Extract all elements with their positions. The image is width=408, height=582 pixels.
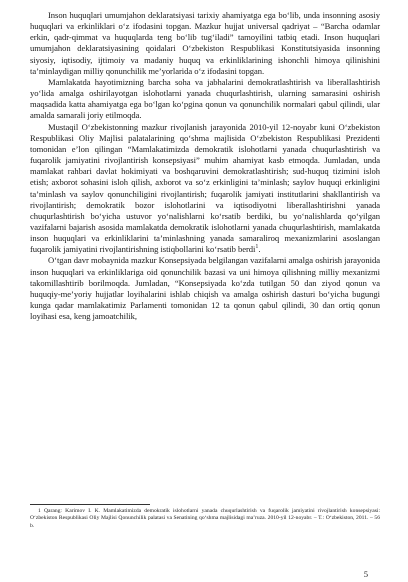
paragraph-1: Inson huquqlari umumjahon deklaratsiyasi tarixiy ahamiyatga ega bo‘lib, unda insonning asosiy huquqlari va erkinliklari o‘z ifodasini topgan. Mazkur hujjat universal qadriyat – “Barcha odamlar erkin, qadr-qimmat va huquqlarda teng bo‘lib tug‘iladi” tamoyilini tatbiq etadi. Inson huquqlari umumjahon deklaratsiyasining qoidalari O‘zbekiston Respublikasi Konstitutsiyasida insonning siyosiy, iqtisodiy, ijtimoiy va madaniy huquq va erkinliklarining ishonchli himoya qilinishini ta’minlaydigan milliy qonunchilik me’yorlarida o‘z ifodasini topgan. bbox=[30, 10, 380, 76]
footnote-reference[interactable]: 1 bbox=[255, 244, 259, 251]
paragraph-2: Mamlakatda hayotimizning barcha soha va jabhalarini demokratlashtirish va liberallashtirish yo‘lida amalga oshirilayotgan islohotlarni yanada chuqurlashtirish, ularning samarasini oshirish maqsadida katta ahamiyatga ega bo‘lgan ko‘pgina qonun va qonunchilik normalari qabul qilindi, ular amalda samarali joriy etilmoqda. bbox=[30, 76, 380, 121]
page-number: 5 bbox=[363, 569, 368, 579]
document-page bbox=[30, 10, 380, 579]
paragraph-3-text: Mustaqil O‘zbekistonning mazkur rivojlanish jarayonida 2010-yil 12-noyabr kuni O‘zbekiston Respublikasi Oliy Majlisi palatalarining qo‘shma majlisida O‘zbekiston Respublikasi Prezidenti tomonidan e’lon qilingan “Mamlakatimizda demokratik islohotlarni yanada chuqurlashtirish va fuqarolik jamiyatini rivojlantirish konsepsiyasi” muhim ahamiyat kasb etmoqda. Jumladan, unda mamlakat rahbari davlat hokimiyati va boshqaruvini demokratlashtirish; sud-huquq tizimini isloh etish; axborot sohasini isloh qilish, axborot va so‘z erkinligini ta’minlash; saylov huquqi erkinligini ta’minlash va saylov qonunchiligini rivojlantirish; fuqarolik jamiyati institutlarini shakllantirish va rivojlantirish; demokratik bozor islohotlarini va iqtisodiyotni liberallashtirishni yanada chuqurlashtirish bo‘yicha ustuvor yo‘nalishlarni ko‘rsatib berdiki, bu yo‘nalishlarda qo‘yilgan vazifalarni bajarish asosida mamlakatda demokratik islohotlarni yanada chuqurlashtirish, mamlakatda inson huquqlari va erkinliklarini ta’minlashning yanada samaraliroq mexanizmlarini asoslangan fuqarolik jamiyatini rivojlantirishning istiqbollarini ko‘rsatib berdi bbox=[30, 121, 380, 255]
footnote: 1 Qarang: Karimov I. K. Mamlakatimizda demokratik islohotlarni yanada chuqurlashtirish va fuqarolik jamiyatini rivojlantirish konsepsiyasi: O‘zbekiston Respublikasi Oliy Majlisi Qonunchilik palatasi va Senatining qo‘shma majlisidagi ma’ruza. 2010-yil 12-noyabr. – T.: O‘zbekiston, 2011. – 56 b. bbox=[30, 508, 380, 529]
paragraph-3: Mustaqil O‘zbekistonning mazkur rivojlanish jarayonida 2010-yil 12-noyabr kuni O‘zbekiston Respublikasi Oliy Majlisi palatalarining qo‘shma majlisida O‘zbekiston Respublikasi Prezidenti tomonidan e’lon qilingan “Mamlakatimizda demokratik islohotlarni yanada chuqurlashtirish va fuqarolik jamiyatini rivojlantirish konsepsiyasi” muhim ahamiyat kasb etmoqda. Jumladan, unda mamlakat rahbari davlat hokimiyati va boshqaruvini demokratlashtirish; sud-huquq tizimini isloh etish; axborot sohasini isloh qilish, axborot va so‘z erkinligini ta’minlash; saylov huquqi erkinligini ta’minlash va saylov qonunchiligini rivojlantirish; fuqarolik jamiyati institutlarini shakllantirish va rivojlantirish; demokratik bozor islohotlarini va iqtisodiyotni liberallashtirishni yanada chuqurlashtirish bo‘yicha ustuvor yo‘nalishlarni ko‘rsatib berdiki, bu yo‘nalishlarda qo‘yilgan vazifalarni bajarish asosida mamlakatda demokratik islohotlarni yanada chuqurlashtirish, mamlakatda inson huquqlari va erkinliklarini ta’minlashning yanada samaraliroq mexanizmlarini asoslangan fuqarolik jamiyatini rivojlantirishning istiqbollarini ko‘rsatib berdi$^1$. bbox=[30, 121, 380, 255]
footnote-divider bbox=[30, 504, 150, 505]
body-text bbox=[30, 10, 380, 322]
paragraph-4: O‘tgan davr mobaynida mazkur Konsepsiyada belgilangan vazifalarni amalga oshirish jarayonida inson huquqlari va erkinliklariga oid qonunchilik bazasi va uni himoya qilishning milliy mexanizmi takomillashtirib borilmoqda. Jumladan, “Konsepsiyada ko‘zda tutilgan 50 dan ziyod qonun va huquqiy-me’yoriy hujjatlar loyihalarini ishlab chiqish va amalga oshirish dasturi bo‘yicha bugungi kunga qadar mamlakatimiz Parlamenti tomonidan 12 ta qonun qabul qilindi, 30 dan ortiq qonun loyihasi esa, keng jamoatchilik, bbox=[30, 255, 380, 322]
